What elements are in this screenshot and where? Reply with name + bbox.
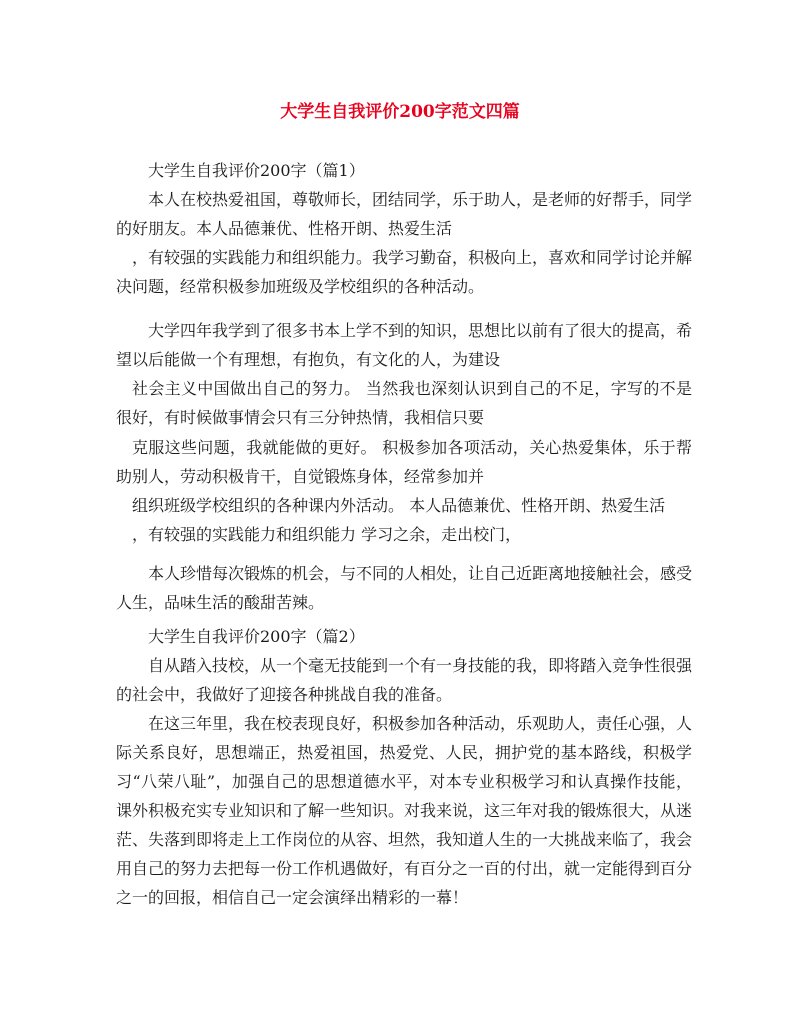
paragraph: ，有较强的实践能力和组织能力 学习之余，走出校门， (132, 525, 522, 544)
section-heading-2: 大学生自我评价200字（篇2） (148, 627, 365, 646)
paragraph: 本人珍惜每次锻炼的机会，与不同的人相处，让自己近距离地接触社会，感受人生，品味生活的酸甜苦辣。 (116, 564, 693, 612)
section-heading-1: 大学生自我评价200字（篇1） (148, 161, 365, 180)
paragraph: 社会主义中国做出自己的努力。 当然我也深刻认识到自己的不足，字写的不是很好，有时候做事情会只有三分钟热情，我相信只要 (116, 379, 692, 427)
paragraph: ，有较强的实践能力和组织能力。我学习勤奋，积极向上，喜欢和同学讨论并解决问题，经常积极参加班级及学校组织的各种活动。 (116, 248, 693, 296)
paragraph: 自从踏入技校，从一个毫无技能到一个有一身技能的我，即将踏入竞争性很强的社会中，我做好了迎接各种挑战自我的准备。 (116, 656, 693, 704)
paragraph: 在这三年里，我在校表现良好，积极参加各种活动，乐观助人，责任心强，人际关系良好，思想端正，热爱祖国，热爱党、人民，拥护党的基本路线，积极学习“八荣八耻”，加强自己的思想道德水平，对本专业积极学习和认真操作技能，课外积极充实专业知识和了解一些知识。对我来说，这三年对我的锻炼很大，从迷茫、失落到即将走上工作岗位的从容、坦然，我知道人生的一大挑战来临了，我会用自己的努力去把每一份工作机遇做好，有百分之一百的付出，就一定能得到百分之一的回报，相信自己一定会演绎出精彩的一幕！ (116, 714, 693, 907)
paragraph: 克服这些问题，我就能做的更好。 积极参加各项活动，关心热爱集体，乐于帮助别人，劳动积极肯干，自觉锻炼身体，经常参加并 (116, 438, 692, 486)
paragraph: 大学四年我学到了很多书本上学不到的知识，思想比以前有了很大的提高，希望以后能做一个有理想，有抱负，有文化的人，为建设 (116, 321, 693, 369)
document-title: 大学生自我评价200字范文四篇 (280, 102, 520, 122)
paragraph: 本人在校热爱祖国，尊敬师长，团结同学，乐于助人，是老师的好帮手，同学的好朋友。本人品德兼优、性格开朗、热爱生活 (116, 190, 693, 238)
paragraph: 组织班级学校组织的各种课内外活动。 本人品德兼优、性格开朗、热爱生活 (132, 496, 666, 515)
